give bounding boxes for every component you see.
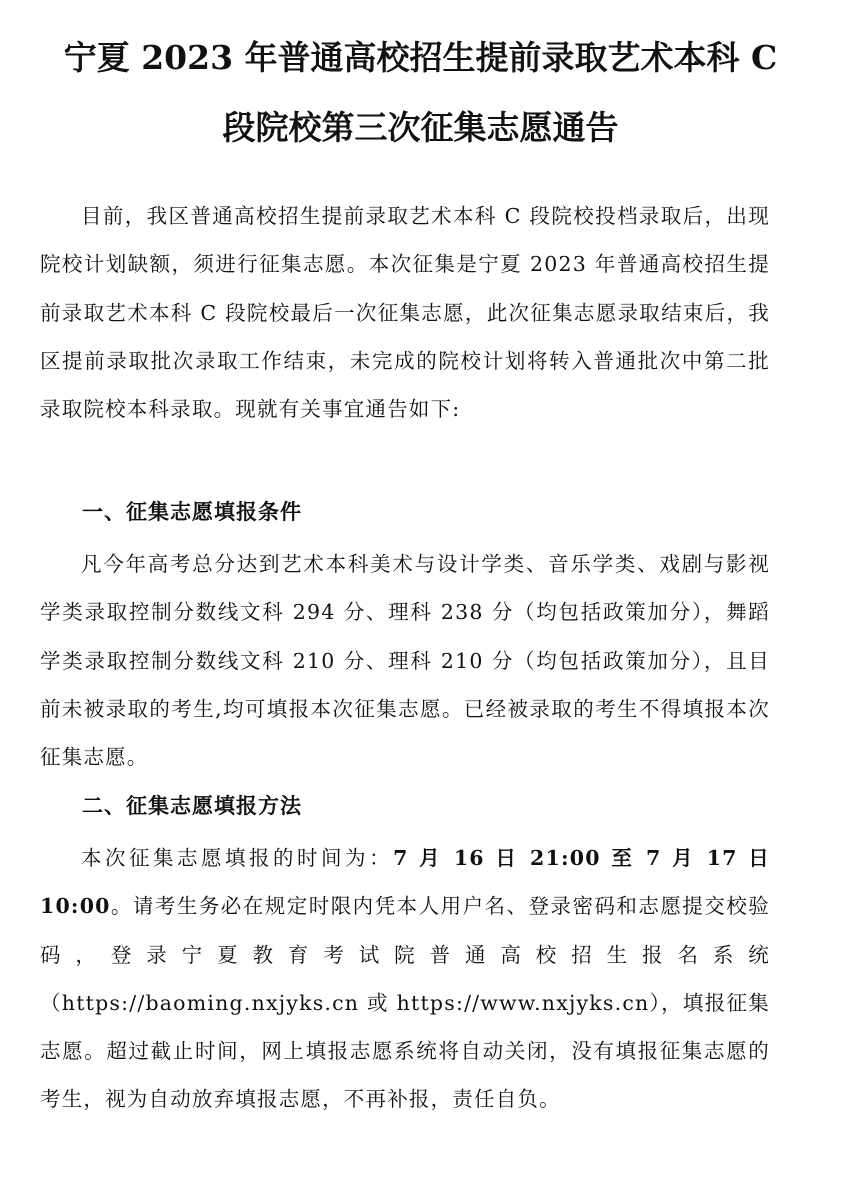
section-2-lead-text: 本次征集志愿填报的时间为： — [81, 846, 394, 870]
section-2-body-text: 。请考生务必在规定时限内凭本人用户名、登录密码和志愿提交校验码，登录宁夏教育考试院普通高校招生报名系统（https://baoming.nxjyks.cn 或 https://www.nxjyks.cn），填报征集志愿。超过截止时间，网上填报志愿系统将自动关闭，没有填报征集志愿的考生，视为自动放弃填报志愿，不再补报，责任自负。 — [40, 894, 770, 1112]
intro-paragraph: 目前，我区普通高校招生提前录取艺术本科 C 段院校投档录取后，出现院校计划缺额，须进行征集志愿。本次征集是宁夏 2023 年普通高校招生提前录取艺术本科 C 段院校最后一次征集志愿，此次征集志愿录取结束后，我区提前录取批次录取工作结束，未完成的院校计划将转入普通批次中第二批录取院校本科录取。现就有关事宜通告如下: — [40, 204, 770, 422]
section-1-paragraph: 凡今年高考总分达到艺术本科美术与设计学类、音乐学类、戏剧与影视学类录取控制分数线文科 294 分、理科 238 分（均包括政策加分），舞蹈学类录取控制分数线文科 210 分、理科 210 分（均包括政策加分），且目前未被录取的考生,均可填报本次征集志愿。已经被录取的考生不得填报本次征集志愿。 — [40, 552, 770, 770]
application-time: 7 月 16 日 21:00 至 7 月 17 日 10:00 — [40, 846, 770, 919]
section-2-paragraph — [40, 834, 770, 1124]
section-1-heading: 一、征集志愿填报条件 — [82, 500, 302, 524]
document-title-line-1: 宁夏 2023 年普通高校招生提前录取艺术本科 C — [63, 38, 778, 77]
document-title-line-2: 段院校第三次征集志愿通告 — [222, 108, 619, 147]
section-2-heading: 二、征集志愿填报方法 — [82, 794, 302, 818]
